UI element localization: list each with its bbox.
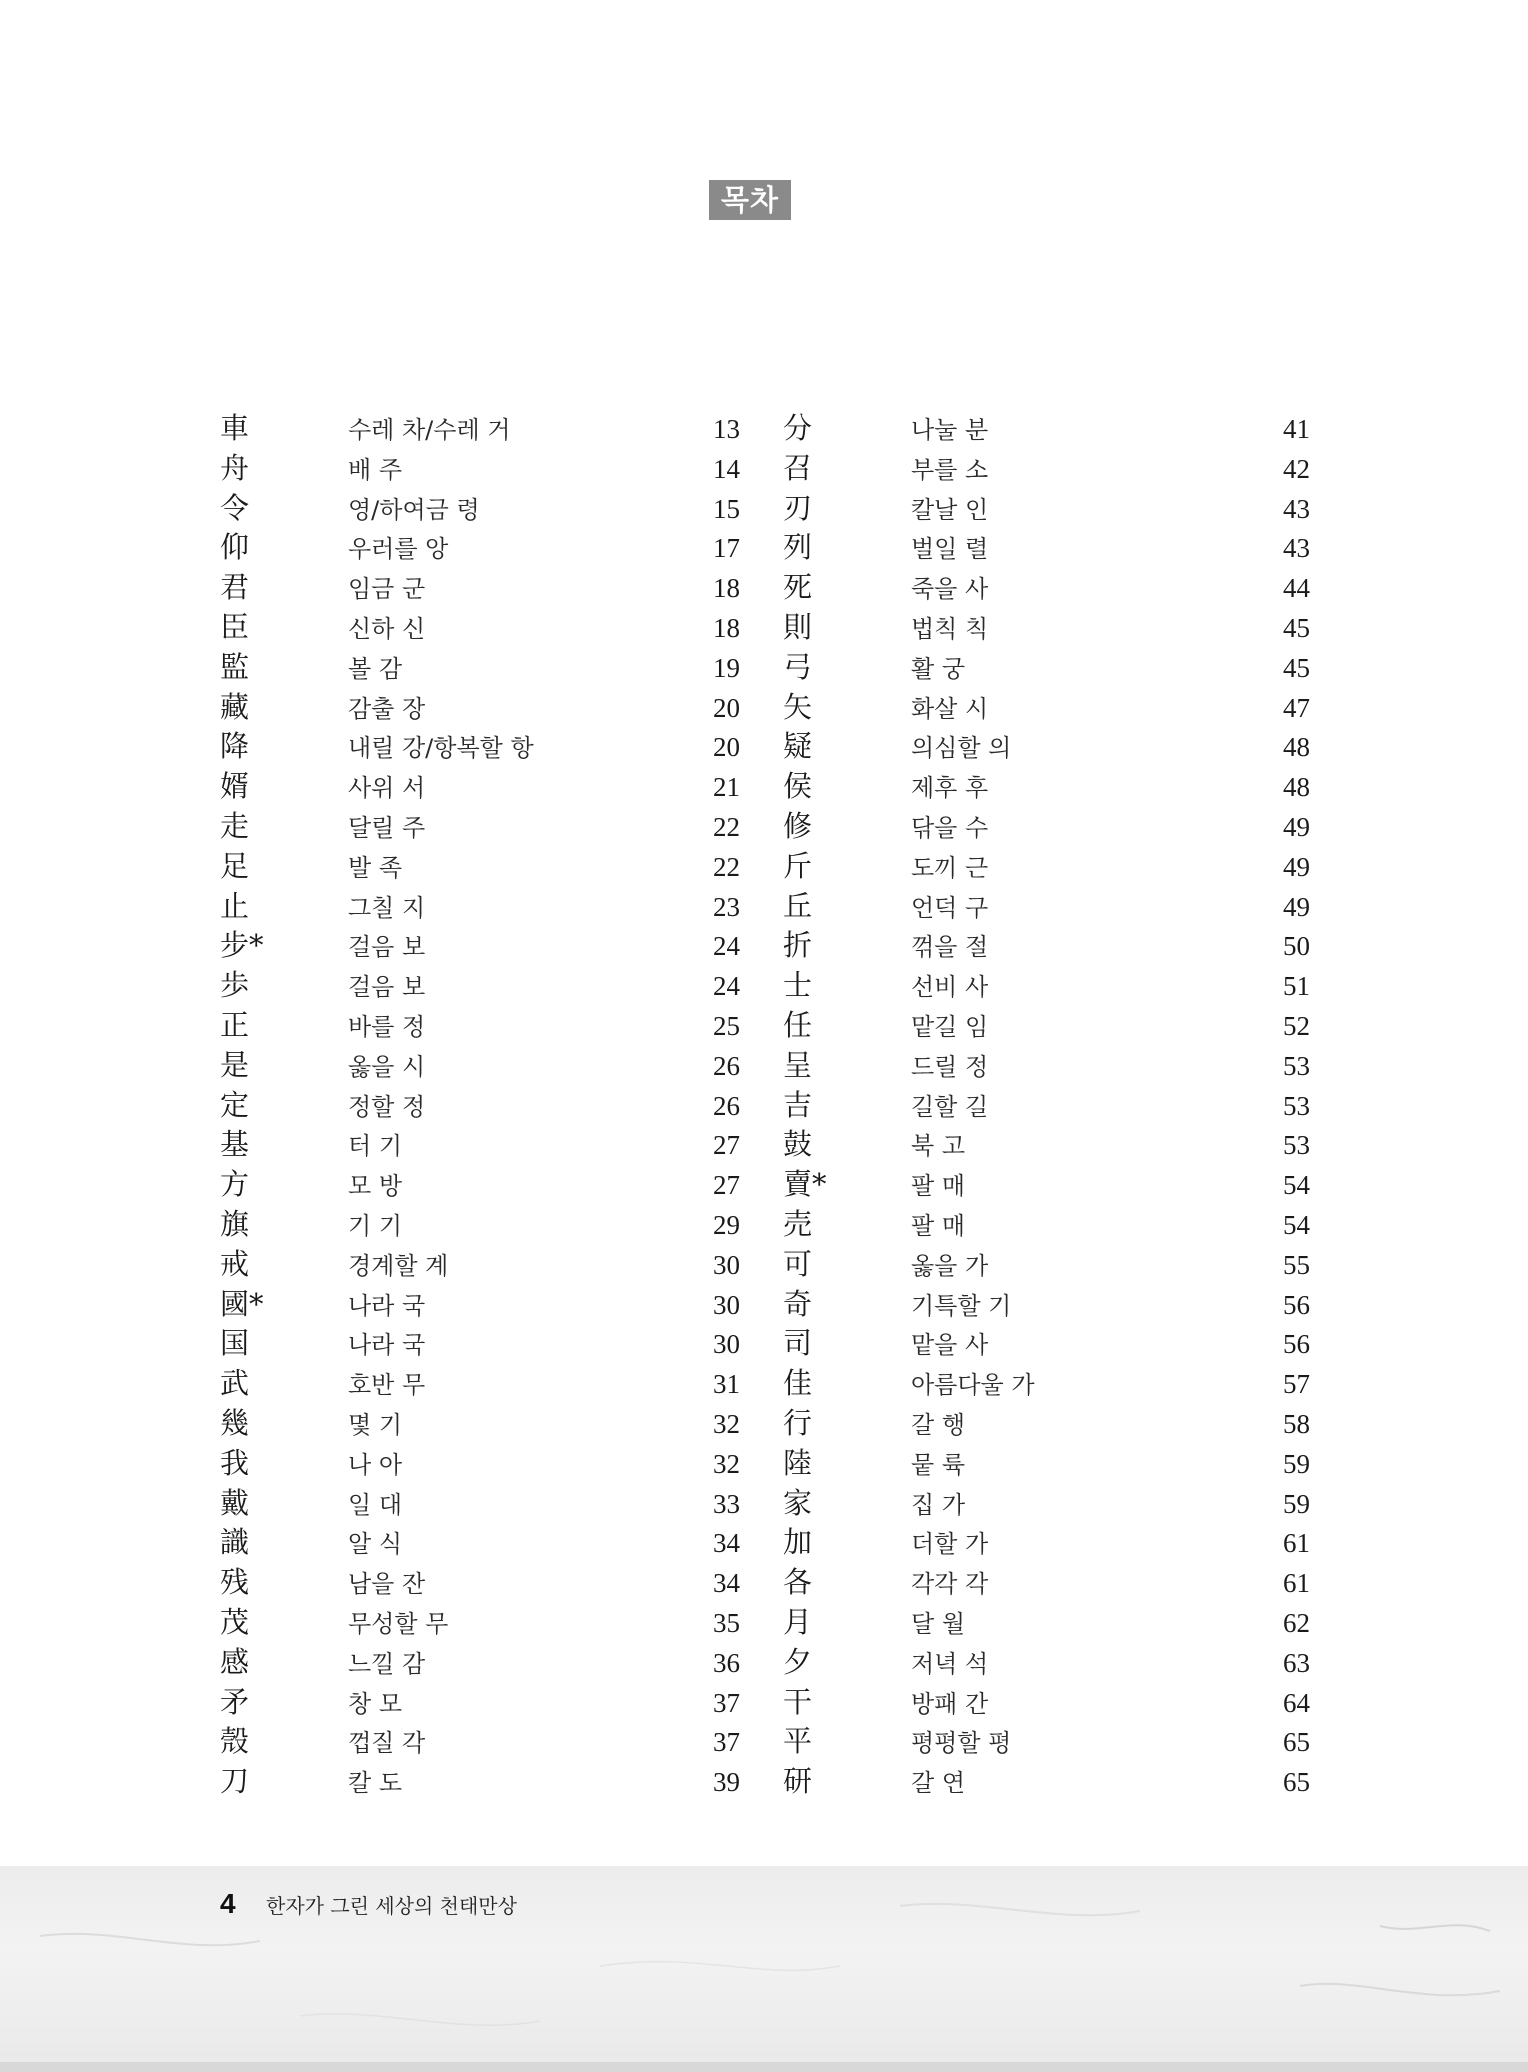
toc-page-number: 48	[1283, 732, 1310, 763]
toc-page-number: 32	[713, 1408, 740, 1439]
toc-meaning: 발 족	[348, 853, 402, 882]
toc-entry	[220, 886, 780, 926]
toc-hanja: 戴	[220, 1485, 250, 1520]
toc-page-number: 20	[713, 692, 740, 723]
toc-entry	[220, 488, 780, 528]
toc-meaning: 팔 매	[911, 1211, 965, 1240]
toc-page-number: 43	[1283, 533, 1310, 564]
toc-entry	[783, 1204, 1343, 1244]
toc-hanja: 売	[783, 1206, 813, 1241]
toc-hanja: 君	[220, 570, 250, 605]
toc-hanja: 陸	[783, 1445, 813, 1480]
toc-meaning: 껍질 각	[348, 1729, 426, 1758]
toc-page-number: 61	[1283, 1568, 1310, 1599]
toc-hanja: 走	[220, 808, 250, 843]
toc-hanja: 疑	[783, 729, 813, 764]
toc-entry	[783, 408, 1343, 448]
toc-meaning: 나 아	[348, 1450, 402, 1479]
toc-meaning: 볼 감	[348, 654, 402, 683]
toc-meaning: 활 궁	[911, 654, 965, 683]
toc-entry	[220, 1045, 780, 1085]
toc-entry	[220, 1284, 780, 1324]
toc-hanja: 降	[220, 729, 250, 764]
toc-meaning: 북 고	[911, 1132, 965, 1161]
toc-page-number: 27	[713, 1130, 740, 1161]
toc-meaning: 무성할 무	[348, 1609, 449, 1638]
toc-entry	[783, 766, 1343, 806]
toc-entry	[220, 448, 780, 488]
toc-entry	[220, 1363, 780, 1403]
toc-page-number: 13	[713, 414, 740, 444]
toc-hanja: 國*	[220, 1286, 264, 1321]
toc-entry	[783, 806, 1343, 846]
toc-hanja: 司	[783, 1326, 813, 1361]
toc-page-number: 15	[713, 493, 740, 524]
toc-entry	[220, 647, 780, 687]
toc-meaning: 드릴 정	[911, 1052, 989, 1081]
toc-meaning: 신하 신	[348, 614, 426, 643]
toc-entry	[783, 1682, 1343, 1722]
toc-hanja: 刀	[220, 1764, 250, 1799]
toc-hanja: 行	[783, 1405, 813, 1440]
toc-meaning: 저녁 석	[911, 1649, 989, 1678]
toc-entry	[783, 1721, 1343, 1761]
toc-page-number: 59	[1283, 1488, 1310, 1519]
toc-entry	[783, 1602, 1343, 1642]
toc-page-number: 56	[1283, 1329, 1310, 1360]
page-title: 목차	[709, 180, 791, 220]
toc-entry	[220, 1124, 780, 1164]
toc-meaning: 나눌 분	[911, 416, 989, 444]
toc-hanja: 方	[220, 1167, 250, 1202]
toc-entry	[783, 1124, 1343, 1164]
toc-hanja: 武	[220, 1366, 250, 1401]
toc-hanja: 夕	[783, 1644, 813, 1679]
toc-hanja: 平	[783, 1724, 813, 1759]
toc-hanja: 加	[783, 1525, 813, 1560]
toc-entry	[220, 1761, 780, 1801]
toc-meaning: 나라 국	[348, 1291, 426, 1320]
toc-meaning: 화살 시	[911, 694, 989, 723]
toc-hanja: 吉	[783, 1087, 813, 1122]
toc-meaning: 집 가	[911, 1490, 965, 1519]
toc-meaning: 기 기	[348, 1211, 402, 1240]
toc-hanja: 斤	[783, 848, 813, 883]
toc-page-number: 49	[1283, 811, 1310, 842]
toc-meaning: 길할 길	[911, 1092, 989, 1121]
toc-meaning: 벌일 렬	[911, 535, 989, 564]
toc-hanja: 臣	[220, 609, 250, 644]
toc-entry	[220, 1443, 780, 1483]
toc-page-number: 29	[713, 1209, 740, 1240]
toc-hanja: 我	[220, 1445, 250, 1480]
toc-page-number: 44	[1283, 573, 1310, 604]
toc-meaning: 닦을 수	[911, 813, 989, 842]
toc-hanja: 矛	[220, 1684, 250, 1719]
toc-entry	[783, 1483, 1343, 1523]
toc-page-number: 26	[713, 1050, 740, 1081]
toc-page-number: 45	[1283, 612, 1310, 643]
toc-entry	[220, 1562, 780, 1602]
toc-meaning: 언덕 구	[911, 893, 989, 922]
toc-page-number: 30	[713, 1329, 740, 1360]
toc-meaning: 정할 정	[348, 1092, 426, 1121]
book-title: 한자가 그린 세상의 천태만상	[266, 1894, 517, 1918]
toc-hanja: 干	[783, 1684, 813, 1719]
toc-meaning: 걸음 보	[348, 973, 426, 1002]
toc-meaning: 칼 도	[348, 1769, 402, 1798]
toc-page-number: 14	[713, 453, 740, 484]
toc-entry	[220, 1244, 780, 1284]
toc-entry	[783, 846, 1343, 886]
toc-meaning: 호반 무	[348, 1371, 426, 1400]
toc-page-number: 49	[1283, 851, 1310, 882]
toc-entry	[220, 1164, 780, 1204]
toc-entry	[220, 1522, 780, 1562]
toc-meaning: 느낄 감	[348, 1649, 426, 1678]
toc-page-number: 25	[713, 1010, 740, 1041]
toc-meaning: 바를 정	[348, 1012, 426, 1041]
toc-page-number: 30	[713, 1249, 740, 1280]
toc-entry	[220, 408, 780, 448]
toc-hanja: 折	[783, 928, 813, 963]
toc-hanja: 步*	[220, 928, 264, 963]
toc-meaning: 내릴 강/항복할 항	[348, 734, 534, 763]
toc-meaning: 몇 기	[348, 1410, 402, 1439]
toc-entry	[220, 726, 780, 766]
toc-entry	[220, 607, 780, 647]
toc-meaning: 평평할 평	[911, 1729, 1012, 1758]
toc-page-number: 61	[1283, 1528, 1310, 1559]
toc-meaning: 그칠 지	[348, 893, 426, 922]
toc-page-number: 64	[1283, 1687, 1310, 1718]
toc-entry	[783, 1284, 1343, 1324]
toc-page-number: 26	[713, 1090, 740, 1121]
toc-hanja: 士	[783, 968, 813, 1003]
toc-meaning: 도끼 근	[911, 853, 989, 882]
toc-page-number: 57	[1283, 1369, 1310, 1400]
toc-page-number: 35	[713, 1607, 740, 1638]
toc-hanja: 定	[220, 1087, 250, 1122]
toc-entry	[783, 448, 1343, 488]
toc-page-number: 18	[713, 612, 740, 643]
toc-page-number: 34	[713, 1528, 740, 1559]
toc-meaning: 더할 가	[911, 1530, 989, 1559]
toc-page-number: 42	[1283, 453, 1310, 484]
toc-meaning: 부를 소	[911, 455, 989, 484]
toc-page-number: 33	[713, 1488, 740, 1519]
toc-page-number: 65	[1283, 1727, 1310, 1758]
toc-page-number: 41	[1283, 414, 1310, 444]
toc-meaning: 맡을 사	[911, 1331, 989, 1360]
toc-meaning: 옳을 시	[348, 1052, 426, 1081]
toc-page-number: 49	[1283, 891, 1310, 922]
toc-page-number: 18	[713, 573, 740, 604]
toc-hanja: 列	[783, 530, 813, 565]
toc-entry	[783, 1522, 1343, 1562]
toc-hanja: 識	[220, 1525, 250, 1560]
toc-page-number: 19	[713, 652, 740, 683]
toc-hanja: 茂	[220, 1604, 250, 1639]
toc-meaning: 법칙 칙	[911, 614, 989, 643]
toc-hanja: 呈	[783, 1047, 813, 1082]
toc-page-number: 50	[1283, 931, 1310, 962]
footer-bottom-rule	[0, 2062, 1528, 2072]
toc-hanja: 修	[783, 808, 813, 843]
toc-meaning: 선비 사	[911, 973, 989, 1002]
toc-entry	[220, 846, 780, 886]
toc-meaning: 걸음 보	[348, 933, 426, 962]
toc-meaning: 배 주	[348, 455, 402, 484]
toc-entry	[220, 1642, 780, 1682]
toc-entry	[783, 1403, 1343, 1443]
toc-hanja: 矢	[783, 689, 813, 724]
toc-entry	[220, 527, 780, 567]
toc-hanja: 藏	[220, 689, 250, 724]
toc-meaning: 남을 잔	[348, 1570, 426, 1599]
toc-page-number: 59	[1283, 1448, 1310, 1479]
toc-hanja: 奇	[783, 1286, 813, 1321]
toc-hanja: 幾	[220, 1405, 250, 1440]
toc-entry	[783, 607, 1343, 647]
toc-hanja: 止	[220, 888, 250, 923]
toc-hanja: 家	[783, 1485, 813, 1520]
toc-meaning: 나라 국	[348, 1331, 426, 1360]
toc-entry	[220, 1682, 780, 1722]
toc-page-number: 17	[713, 533, 740, 564]
toc-meaning: 방패 간	[911, 1689, 989, 1718]
toc-meaning: 옳을 가	[911, 1251, 989, 1280]
toc-hanja: 月	[783, 1604, 813, 1639]
toc-meaning: 제후 후	[911, 774, 989, 803]
toc-hanja: 丘	[783, 888, 813, 923]
toc-hanja: 死	[783, 570, 813, 605]
toc-page-number: 54	[1283, 1209, 1310, 1240]
toc-hanja: 感	[220, 1644, 250, 1679]
toc-page-number: 23	[713, 891, 740, 922]
toc-hanja: 賣*	[783, 1167, 827, 1202]
toc-entry	[783, 687, 1343, 727]
toc-page-number: 22	[713, 851, 740, 882]
toc-entry	[220, 1602, 780, 1642]
toc-entry	[783, 488, 1343, 528]
toc-hanja: 侯	[783, 769, 813, 804]
toc-meaning: 각각 각	[911, 1570, 989, 1599]
toc-entry	[220, 1323, 780, 1363]
toc-meaning: 갈 연	[911, 1769, 965, 1798]
toc-entry	[783, 965, 1343, 1005]
toc-page-number: 48	[1283, 772, 1310, 803]
toc-page-number: 53	[1283, 1130, 1310, 1161]
toc-hanja: 基	[220, 1127, 250, 1162]
toc-hanja: 仰	[220, 530, 250, 565]
toc-hanja: 足	[220, 848, 250, 883]
toc-hanja: 刃	[783, 490, 813, 525]
toc-page-number: 58	[1283, 1408, 1310, 1439]
toc-page-number: 55	[1283, 1249, 1310, 1280]
toc-meaning: 터 기	[348, 1132, 402, 1161]
toc-hanja: 監	[220, 649, 250, 684]
toc-page-number: 36	[713, 1647, 740, 1678]
toc-hanja: 令	[220, 490, 250, 525]
toc-entry	[220, 1483, 780, 1523]
toc-meaning: 맡길 임	[911, 1012, 989, 1041]
toc-page-number: 52	[1283, 1010, 1310, 1041]
toc-entry	[783, 647, 1343, 687]
toc-entry	[783, 1005, 1343, 1045]
toc-meaning: 달 월	[911, 1609, 965, 1638]
toc-meaning: 영/하여금 령	[348, 495, 480, 524]
toc-page-number: 20	[713, 732, 740, 763]
toc-entry	[783, 886, 1343, 926]
toc-hanja: 佳	[783, 1366, 813, 1401]
toc-entry	[783, 1642, 1343, 1682]
toc-hanja: 鼓	[783, 1127, 813, 1162]
toc-page-number: 24	[713, 931, 740, 962]
toc-page-number: 31	[713, 1369, 740, 1400]
toc-meaning: 사위 서	[348, 774, 426, 803]
toc-meaning: 의심할 의	[911, 734, 1012, 763]
toc-meaning: 갈 행	[911, 1410, 965, 1439]
toc-page-number: 37	[713, 1687, 740, 1718]
toc-entry	[220, 766, 780, 806]
toc-entry	[783, 1761, 1343, 1801]
toc-entry	[220, 1204, 780, 1244]
toc-meaning: 아름다울 가	[911, 1371, 1035, 1400]
toc-page-number: 32	[713, 1448, 740, 1479]
toc-entry	[783, 1443, 1343, 1483]
toc-entry	[220, 567, 780, 607]
toc-entry	[783, 1085, 1343, 1125]
toc-meaning: 칼날 인	[911, 495, 989, 524]
toc-meaning: 죽을 사	[911, 575, 989, 604]
toc-page-number: 62	[1283, 1607, 1310, 1638]
toc-meaning: 감출 장	[348, 694, 426, 723]
toc-entry	[220, 965, 780, 1005]
toc-meaning: 달릴 주	[348, 813, 426, 842]
toc-hanja: 戒	[220, 1246, 250, 1281]
toc-hanja: 殼	[220, 1724, 250, 1759]
toc-hanja: 婿	[220, 769, 250, 804]
toc-entry	[220, 925, 780, 965]
toc-hanja: 任	[783, 1007, 813, 1042]
toc-meaning: 알 식	[348, 1530, 402, 1559]
toc-page-number: 30	[713, 1289, 740, 1320]
toc-page-number: 45	[1283, 652, 1310, 683]
toc-meaning: 뭍 륙	[911, 1450, 965, 1479]
toc-meaning: 임금 군	[348, 575, 426, 604]
toc-hanja: 正	[220, 1007, 250, 1042]
toc-page-number: 56	[1283, 1289, 1310, 1320]
toc-hanja: 車	[220, 411, 250, 445]
toc-meaning: 경계할 계	[348, 1251, 449, 1280]
toc-page-number: 24	[713, 971, 740, 1002]
toc-page-number: 39	[713, 1767, 740, 1798]
toc-entry	[783, 1562, 1343, 1602]
toc-meaning: 창 모	[348, 1689, 402, 1718]
toc-entry	[220, 1403, 780, 1443]
toc-hanja: 国	[220, 1326, 250, 1361]
toc-entry	[783, 1323, 1343, 1363]
page-number: 4	[220, 1888, 236, 1919]
toc-entry	[783, 1363, 1343, 1403]
toc-entry	[783, 726, 1343, 766]
toc-page-number: 27	[713, 1170, 740, 1201]
toc-column-right	[783, 408, 1343, 1801]
toc-meaning: 우러를 앙	[348, 535, 449, 564]
toc-page-number: 51	[1283, 971, 1310, 1002]
toc-hanja: 残	[220, 1565, 250, 1600]
toc-entry	[220, 687, 780, 727]
toc-page-number: 47	[1283, 692, 1310, 723]
toc-page-number: 53	[1283, 1050, 1310, 1081]
toc-page-number: 43	[1283, 493, 1310, 524]
toc-entry	[783, 925, 1343, 965]
toc-page-number: 54	[1283, 1170, 1310, 1201]
toc-page-number: 37	[713, 1727, 740, 1758]
toc-page-number: 63	[1283, 1647, 1310, 1678]
toc-meaning: 모 방	[348, 1172, 402, 1201]
toc-meaning: 일 대	[348, 1490, 402, 1519]
toc-meaning: 기특할 기	[911, 1291, 1012, 1320]
toc-hanja: 召	[783, 450, 813, 485]
toc-hanja: 是	[220, 1047, 250, 1082]
toc-page-number: 34	[713, 1568, 740, 1599]
toc-entry	[783, 1244, 1343, 1284]
toc-column-left	[220, 408, 780, 1801]
toc-hanja: 弓	[783, 649, 813, 684]
toc-hanja: 可	[783, 1246, 813, 1281]
toc-meaning: 수레 차/수레 거	[348, 416, 511, 444]
toc-entry	[783, 527, 1343, 567]
toc-page-number: 53	[1283, 1090, 1310, 1121]
toc-meaning: 팔 매	[911, 1172, 965, 1201]
toc-entry	[220, 1005, 780, 1045]
toc-entry	[220, 806, 780, 846]
toc-entry	[783, 567, 1343, 607]
toc-entry	[220, 1721, 780, 1761]
toc-hanja: 各	[783, 1565, 813, 1600]
toc-page-number: 65	[1283, 1767, 1310, 1798]
toc-entry	[783, 1045, 1343, 1085]
toc-hanja: 則	[783, 609, 813, 644]
toc-hanja: 旗	[220, 1206, 250, 1241]
toc-entry	[220, 1085, 780, 1125]
toc-hanja: 舟	[220, 450, 250, 485]
toc-hanja: 歩	[220, 968, 250, 1003]
toc-page-number: 21	[713, 772, 740, 803]
toc-entry	[783, 1164, 1343, 1204]
toc-meaning: 꺾을 절	[911, 933, 989, 962]
toc-hanja: 研	[783, 1764, 813, 1799]
toc-hanja: 分	[783, 411, 813, 445]
toc-page-number: 22	[713, 811, 740, 842]
